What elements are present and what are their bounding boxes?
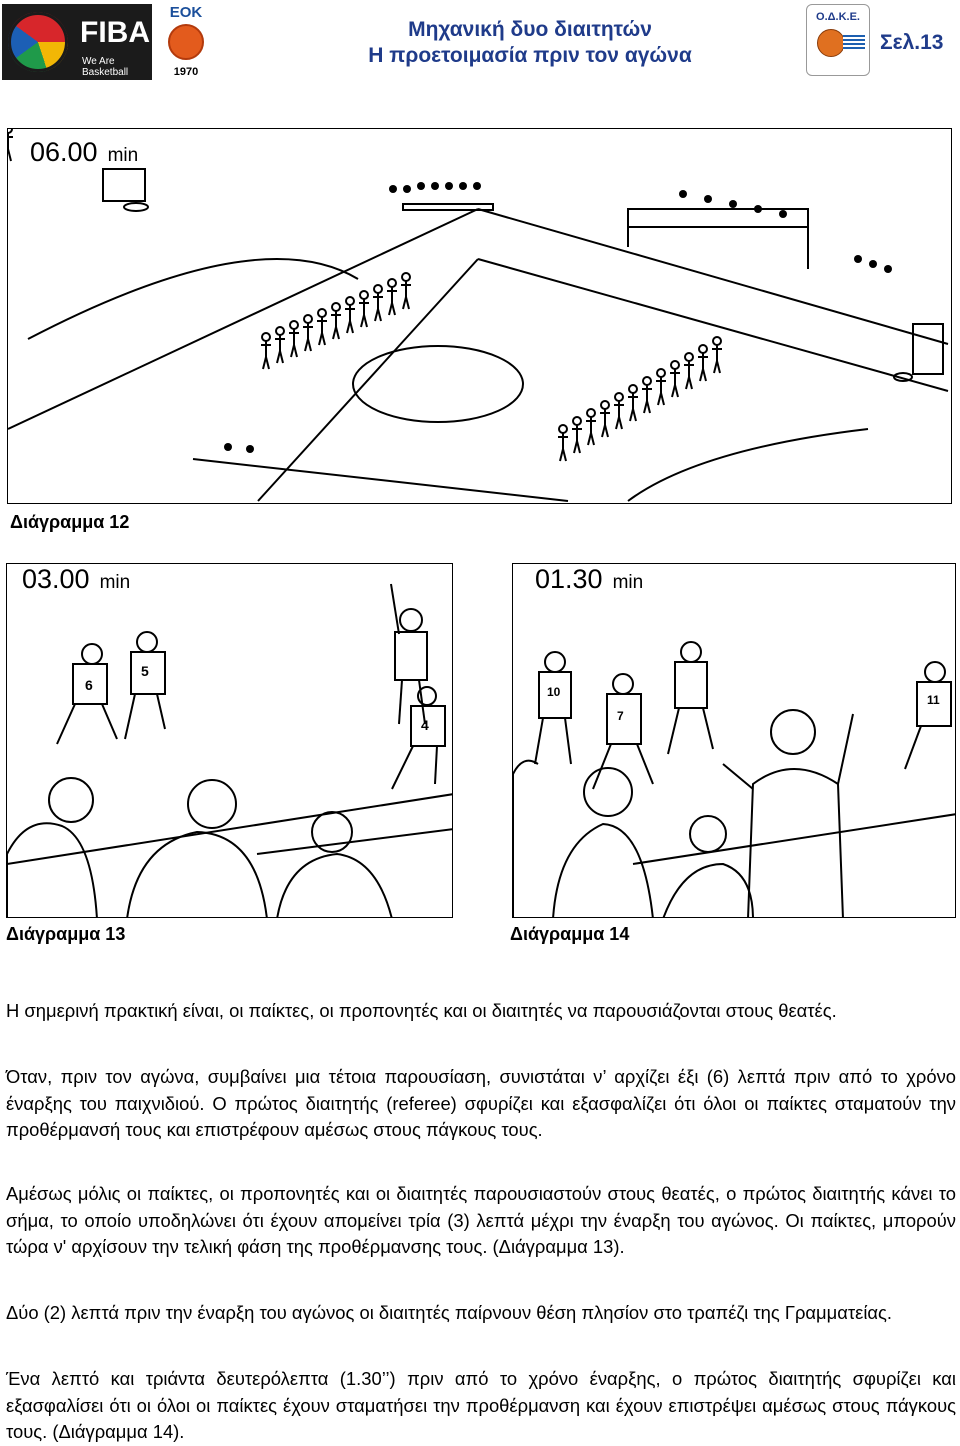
- player-figures: [8, 129, 13, 161]
- paragraph-2: Όταν, πριν τον αγώνα, συμβαίνει μια τέτοια παρουσίαση, συνιστάται ν’ αρχίζει έξι (6) λεπτά πριν από το χρόνο έναρξης του παιχνιδιού. Ο πρώτος διαιτητής (referee) σφυρίζει και εξασφαλίζει ότι όλοι οι παίκτες σταματούν την προθέρμανσή τους και επιστρέφουν αμέσως στους πάγκους τους.: [6, 1066, 956, 1140]
- basketball-icon: [168, 24, 204, 60]
- page-title: [300, 17, 760, 69]
- diagram-14-illustration: [512, 563, 956, 918]
- eok-logo: [160, 4, 212, 80]
- diagram-12-caption: Διάγραμμα 12: [10, 512, 130, 532]
- diagram-14-caption: Διάγραμμα 14: [510, 924, 630, 944]
- fiba-logo: [2, 4, 152, 80]
- players-left-row: [261, 273, 411, 369]
- players-right-row: [558, 337, 722, 461]
- title-line-1: Μηχανική δυο διαιτητών: [408, 18, 652, 41]
- jersey-number: 7: [617, 709, 624, 723]
- diagram-13-caption: Διάγραμμα 13: [6, 924, 126, 944]
- jersey-number: 6: [85, 677, 93, 693]
- eok-logo-year: 1970: [173, 66, 199, 78]
- fiba-slogan: We Are Basketball: [82, 56, 129, 78]
- odke-logo-text: Ο.Δ.Κ.Ε.: [816, 11, 860, 23]
- paragraph-1: Η σημερινή πρακτική είναι, οι παίκτες, οι προπονητές και οι διαιτητές να παρουσιάζονται στους θεατές.: [6, 1000, 837, 1021]
- diagram-13-illustration: [6, 563, 453, 918]
- paragraph-5: Ένα λεπτό και τριάντα δευτερόλεπτα (1.30’’) πριν από το χρόνο έναρξης, ο πρώτος διαιτητής σφυρίζει και εξασφαλίσει ότι οι όλοι οι παίκτες έχουν σταματήσει την προθέρμανση και έχουν επιστρέψει αμέσως στους πάγκους τους. (Διάγραμμα 14).: [6, 1368, 956, 1442]
- jersey-number: 10: [547, 685, 561, 699]
- fiba-logo-text: FIBA: [80, 16, 150, 49]
- greek-flag-icon: [843, 35, 865, 51]
- basketball-icon: [817, 29, 845, 57]
- jersey-number: 11: [927, 693, 940, 707]
- paragraph-3: Αμέσως μόλις οι παίκτες, οι προπονητές και οι διαιτητές παρουσιαστούν στους θεατές, ο πρώτος διαιτητής κάνει το σήμα, το οποίο υποδηλώνει ότι έχουν απομείνει τρία (3) λεπτά μέχρι την έναρξη του αγώνος. Οι παίκτες, μπορούν τώρα ν' αρχίσουν την τελική φάση της προθέρμανσης τους. (Διάγραμμα 13).: [6, 1183, 956, 1257]
- diagram-14-timer: 01.30 min: [535, 564, 644, 594]
- paragraph-4: Δύο (2) λεπτά πριν την έναρξη του αγώνος οι διαιτητές παίρνουν θέση πλησίον στο τραπέζι της Γραμματείας.: [6, 1302, 893, 1323]
- diagram-13-timer: 03.00 min: [22, 564, 131, 594]
- eok-logo-text: ΕΟΚ: [169, 4, 203, 21]
- diagram-12-timer: 06.00 min: [30, 137, 139, 167]
- title-line-2: Η προετοιμασία πριν τον αγώνα: [368, 44, 692, 67]
- jersey-number: 4: [421, 717, 429, 733]
- odke-logo: [806, 4, 870, 76]
- diagram-12-illustration: [7, 128, 952, 504]
- court-drawing: [8, 129, 952, 504]
- page-number: Σελ.13: [880, 31, 944, 54]
- jersey-number: 5: [141, 663, 149, 679]
- bench-figures: [388, 182, 893, 301]
